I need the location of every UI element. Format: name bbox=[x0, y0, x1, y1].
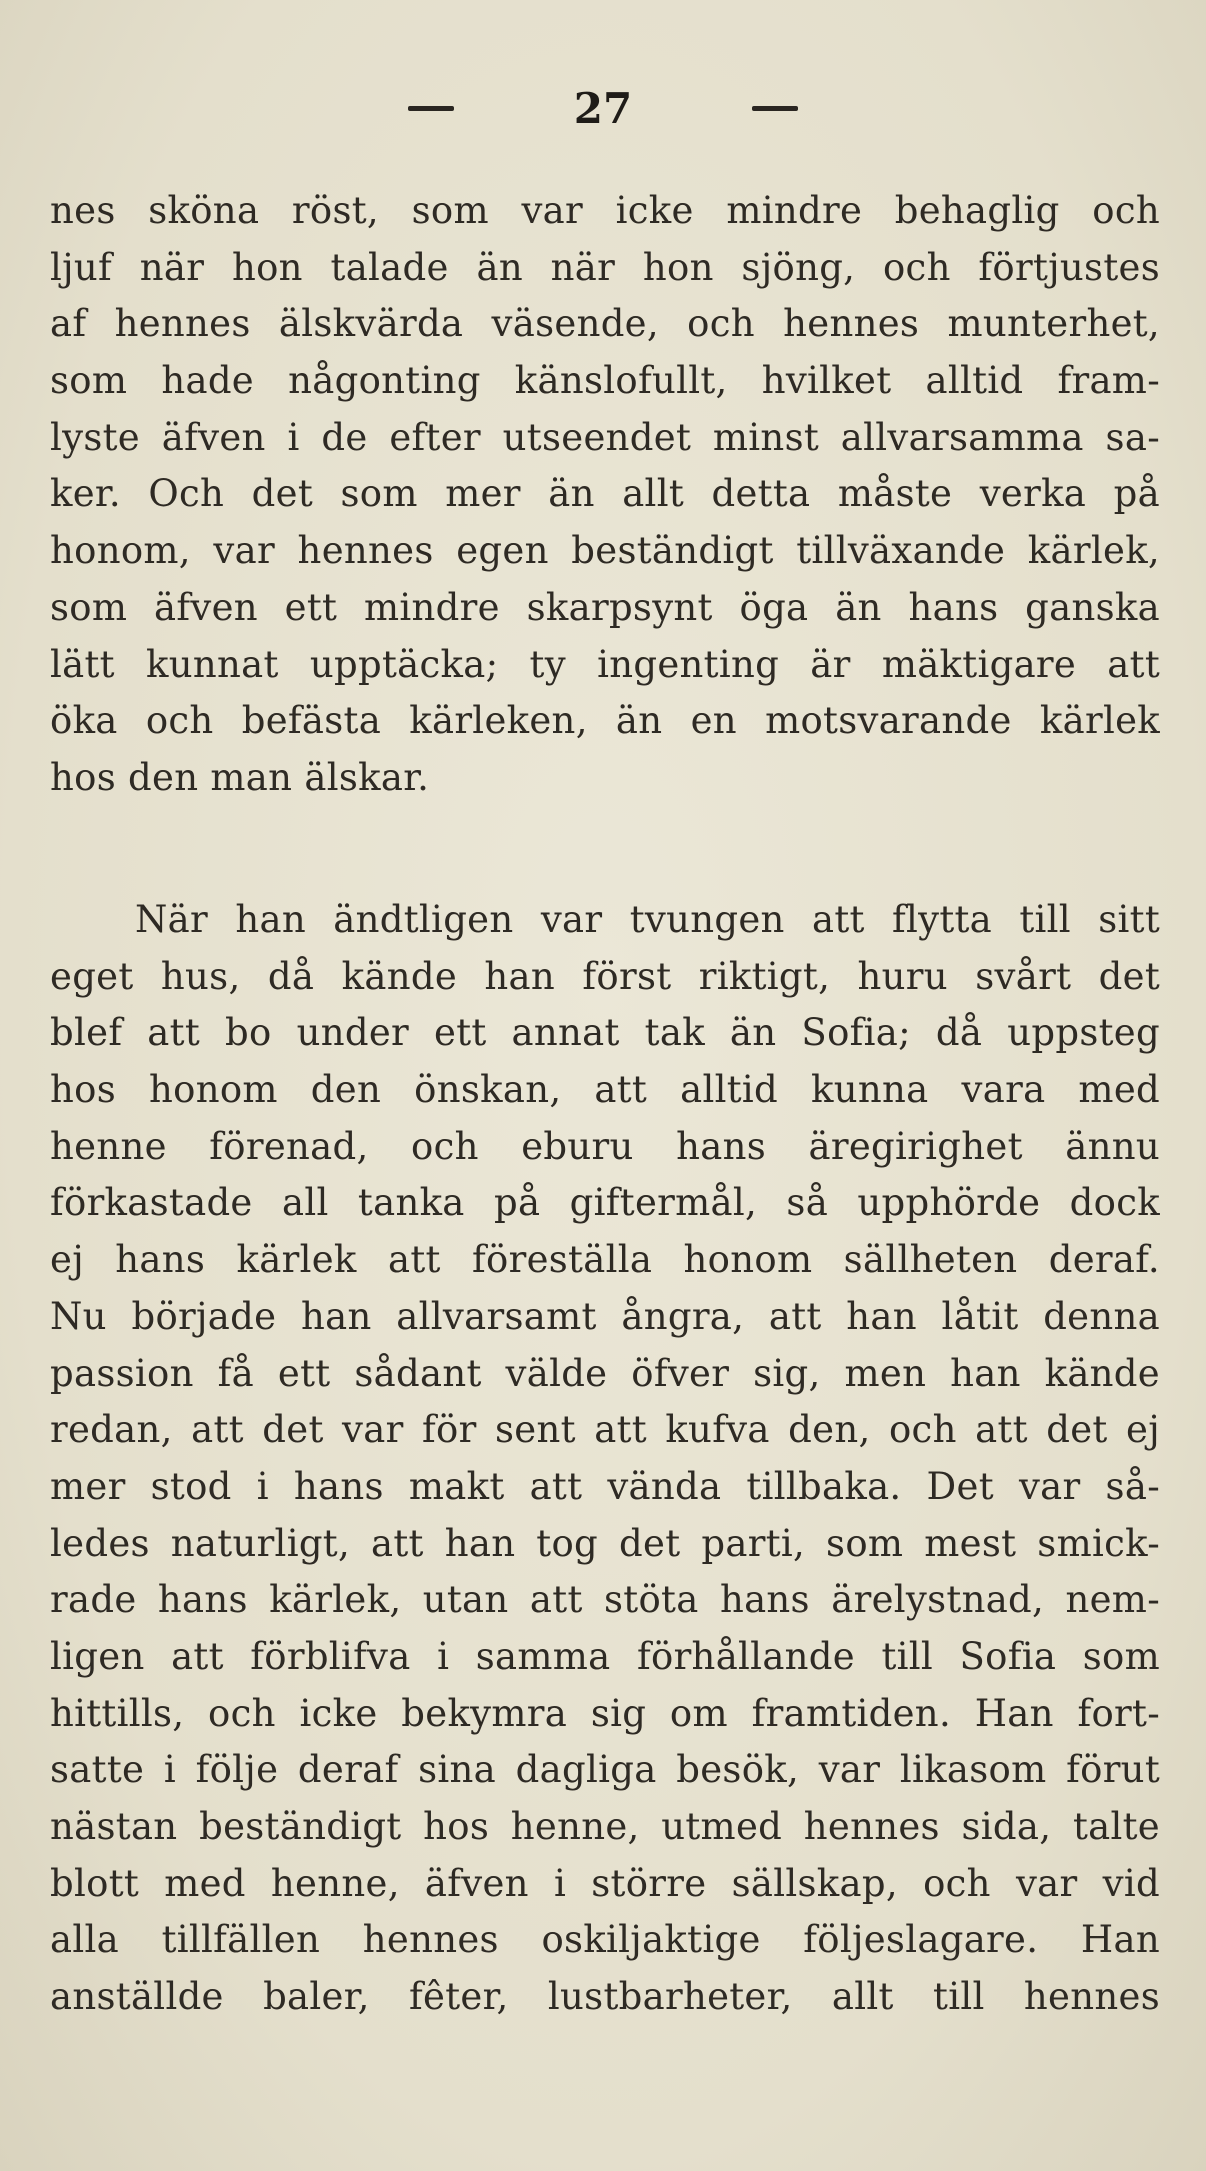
text-line: blott med henne, äfven i större sällskap, och var vid bbox=[50, 1861, 1160, 1905]
text-line: alla tillfällen hennes oskiljaktige följeslagare. Han bbox=[50, 1918, 1160, 1962]
text-line: eget hus, då kände han först riktigt, huru svårt det bbox=[50, 954, 1160, 998]
text-line: nes sköna röst, som var icke mindre behaglig och bbox=[50, 189, 1160, 232]
page-number: 27 bbox=[573, 84, 633, 133]
page-header bbox=[0, 84, 1206, 133]
text-line: öka och befästa kärleken, än en motsvarande kärlek bbox=[50, 699, 1160, 743]
text-line: passion få ett sådant välde öfver sig, men han kände bbox=[50, 1351, 1160, 1395]
text-line: satte i följe deraf sina dagliga besök, var likasom förut bbox=[50, 1748, 1160, 1792]
text-line: ker. Och det som mer än allt detta måste verka på bbox=[50, 472, 1160, 516]
text-line: af hennes älskvärda väsende, och hennes munterhet, bbox=[50, 302, 1160, 346]
text-line: När han ändtligen var tvungen att flytta till sitt bbox=[135, 898, 1160, 941]
text-line: lyste äfven i de efter utseendet minst allvarsamma sa- bbox=[50, 415, 1160, 459]
text-line: som äfven ett mindre skarpsynt öga än hans ganska bbox=[50, 585, 1160, 629]
text-line: hos den man älskar. bbox=[50, 755, 430, 799]
header-dash-left bbox=[408, 106, 454, 111]
text-line: mer stod i hans makt att vända tillbaka. Det var så- bbox=[50, 1464, 1160, 1508]
text-line: förkastade all tanka på giftermål, så upphörde dock bbox=[50, 1181, 1160, 1225]
paragraph-1 bbox=[50, 183, 1160, 807]
text-line: henne förenad, och eburu hans äregirighet ännu bbox=[50, 1124, 1160, 1168]
text-line: honom, var hennes egen beständigt tillväxande kärlek, bbox=[50, 529, 1160, 573]
header-dash-right bbox=[752, 106, 798, 111]
text-line: redan, att det var för sent att kufva den, och att det ej bbox=[50, 1408, 1160, 1452]
text-line: ligen att förblifva i samma förhållande till Sofia som bbox=[50, 1634, 1160, 1678]
text-line: som hade någonting känslofullt, hvilket alltid fram- bbox=[50, 359, 1160, 403]
text-line: hittills, och icke bekymra sig om framtiden. Han fort- bbox=[50, 1691, 1160, 1735]
text-line: nästan beständigt hos henne, utmed hennes sida, talte bbox=[50, 1805, 1160, 1848]
text-line: lätt kunnat upptäcka; ty ingenting är mäktigare att bbox=[50, 642, 1160, 686]
text-line: anställde baler, fêter, lustbarheter, allt till hennes bbox=[50, 1975, 1160, 2019]
text-line: blef att bo under ett annat tak än Sofia; då uppsteg bbox=[50, 1011, 1160, 1055]
text-line: Nu började han allvarsamt ångra, att han låtit denna bbox=[50, 1294, 1160, 1338]
text-line: ljuf när hon talade än när hon sjöng, och förtjustes bbox=[50, 245, 1160, 289]
paragraph-2 bbox=[50, 892, 1160, 2026]
text-line: hos honom den önskan, att alltid kunna vara med bbox=[50, 1068, 1160, 1112]
text-line: ledes naturligt, att han tog det parti, som mest smick- bbox=[50, 1521, 1160, 1565]
text-line: ej hans kärlek att föreställa honom sällheten deraf. bbox=[50, 1238, 1160, 1282]
text-line: rade hans kärlek, utan att stöta hans ärelystnad, nem- bbox=[50, 1578, 1160, 1622]
